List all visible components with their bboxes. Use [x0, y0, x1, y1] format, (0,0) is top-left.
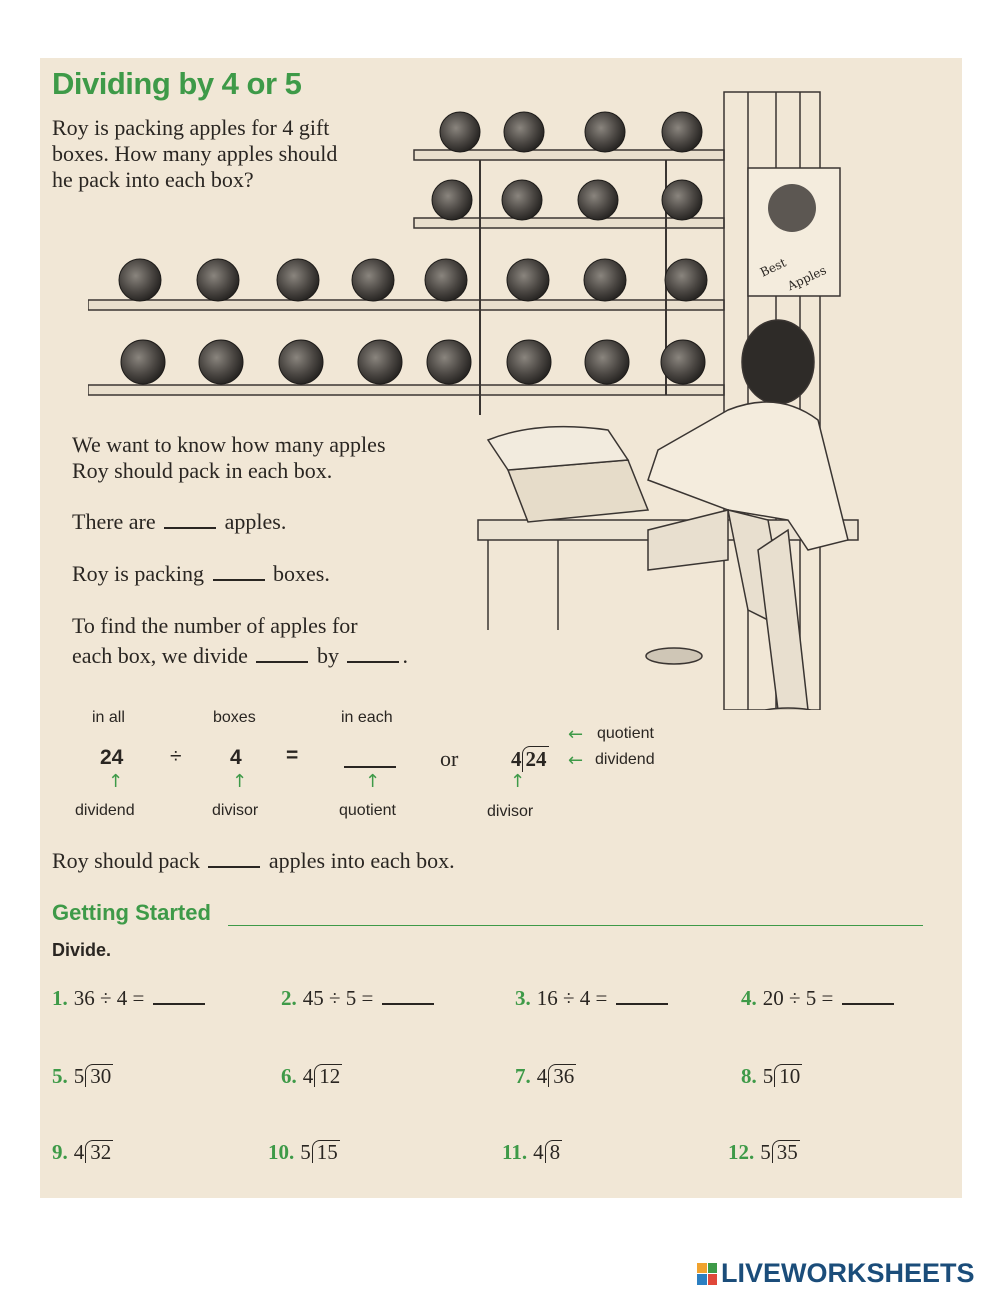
arrow-left-icon-2: ← [568, 750, 584, 771]
answer-blank[interactable] [153, 987, 205, 1005]
ld-divisor: 5 [300, 1140, 311, 1164]
ld-dividend: 32 [85, 1140, 113, 1163]
answer-blank-apples[interactable] [164, 511, 216, 529]
there-are-before: There are [72, 509, 156, 534]
there-are-sentence [72, 508, 286, 535]
problem-expression: 36 ÷ 4 = [73, 986, 145, 1010]
label-divisor: divisor [212, 802, 259, 819]
problem-9 [52, 1140, 113, 1165]
problem-expression: 20 ÷ 5 = [762, 986, 834, 1010]
conclusion-sentence [52, 847, 455, 874]
label-dividend: dividend [75, 802, 135, 819]
problem-11 [502, 1140, 562, 1165]
eq-dividend: 24 [100, 746, 124, 769]
getting-started-heading: Getting Started [52, 900, 211, 925]
ld-dividend: 36 [548, 1064, 576, 1087]
long-division[interactable] [763, 1064, 803, 1089]
ld-dividend: 35 [772, 1140, 800, 1163]
long-division[interactable] [303, 1064, 343, 1089]
problem-number: 7. [515, 1064, 531, 1088]
long-division[interactable] [537, 1064, 577, 1089]
label-dividend-side: dividend [595, 751, 655, 768]
problem-number: 12. [728, 1140, 755, 1164]
long-division[interactable] [760, 1140, 800, 1165]
problem-1 [52, 986, 208, 1011]
want-line-1: We want to know how many apples [72, 432, 386, 457]
page-title: Dividing by 4 or 5 [52, 66, 302, 101]
problem-3 [515, 986, 671, 1011]
answer-blank-quotient[interactable] [344, 766, 396, 768]
eq-divide-sign: ÷ [170, 745, 182, 768]
ld-dividend: 24 [522, 746, 549, 772]
problem-number: 5. [52, 1064, 68, 1088]
problem-number: 3. [515, 986, 531, 1010]
eq-equals: = [286, 744, 299, 767]
ld-divisor: 4 [536, 1064, 548, 1088]
find-line-1: To find the number of apples for [72, 613, 358, 638]
long-division[interactable] [300, 1140, 340, 1165]
conclusion-before: Roy should pack [52, 848, 200, 873]
arrow-up-icon-2: ↑ [232, 771, 248, 792]
eq-or: or [440, 746, 459, 771]
divide-instruction: Divide. [52, 940, 112, 960]
heading-rule [228, 925, 923, 926]
problem-expression: 45 ÷ 5 = [302, 986, 374, 1010]
want-line-2: Roy should pack in each box. [72, 458, 333, 483]
arrow-left-icon: ← [568, 724, 584, 745]
ld-dividend: 10 [774, 1064, 802, 1087]
label-boxes: boxes [213, 709, 256, 726]
problem-number: 2. [281, 986, 297, 1010]
ld-divisor: 4 [511, 747, 522, 771]
answer-blank[interactable] [842, 987, 894, 1005]
find-line2-b: by [316, 643, 339, 668]
long-division[interactable] [533, 1140, 562, 1165]
ld-divisor: 4 [302, 1064, 314, 1088]
problem-number: 10. [268, 1140, 295, 1164]
intro-line-2: boxes. How many apples should [52, 141, 338, 166]
find-line2-c: . [402, 643, 408, 668]
problem-5 [52, 1064, 113, 1089]
label-quotient-side: quotient [597, 725, 654, 742]
problem-number: 11. [502, 1140, 528, 1164]
problem-number: 9. [52, 1140, 68, 1164]
ld-divisor: 4 [73, 1140, 85, 1164]
brand-name: LIVEWORKSHEETS [721, 1258, 975, 1288]
there-are-after: apples. [224, 509, 287, 534]
arrow-up-icon-1: ↑ [108, 771, 124, 792]
problem-number: 1. [52, 986, 68, 1010]
ld-dividend: 12 [314, 1064, 342, 1087]
problem-8 [741, 1064, 802, 1089]
label-in-each: in each [341, 709, 393, 726]
label-in-all: in all [92, 709, 125, 726]
answer-blank-conclusion[interactable] [208, 850, 260, 868]
arrow-up-icon-3: ↑ [365, 771, 381, 792]
intro-line-3: he pack into each box? [52, 167, 254, 192]
ld-divisor: 5 [762, 1064, 774, 1088]
problem-expression: 16 ÷ 4 = [536, 986, 608, 1010]
find-line-2 [72, 642, 408, 669]
ld-divisor: 4 [533, 1140, 544, 1164]
ld-equation [511, 746, 549, 772]
problem-12 [728, 1140, 800, 1165]
packing-after: boxes. [273, 561, 330, 586]
problem-number: 6. [281, 1064, 297, 1088]
problem-number: 4. [741, 986, 757, 1010]
label-divisor-2: divisor [487, 803, 534, 820]
answer-blank[interactable] [616, 987, 668, 1005]
answer-blank-dividend[interactable] [256, 645, 308, 663]
liveworksheets-logo-icon [697, 1263, 717, 1285]
ld-dividend: 30 [85, 1064, 113, 1087]
liveworksheets-footer[interactable] [697, 1258, 975, 1289]
ld-dividend: 15 [312, 1140, 340, 1163]
intro-line-1: Roy is packing apples for 4 gift [52, 115, 330, 140]
ld-divisor: 5 [760, 1140, 771, 1164]
long-division[interactable] [74, 1064, 114, 1089]
ld-dividend: 8 [545, 1140, 563, 1163]
find-line2-a: each box, we divide [72, 643, 248, 668]
arrow-up-icon-4: ↑ [510, 771, 526, 792]
problem-4 [741, 986, 897, 1011]
answer-blank[interactable] [382, 987, 434, 1005]
conclusion-after: apples into each box. [268, 848, 455, 873]
problem-6 [281, 1064, 342, 1089]
problem-number: 8. [741, 1064, 757, 1088]
problem-10 [268, 1140, 340, 1165]
poster-text-2: Apples [785, 263, 829, 294]
problem-2 [281, 986, 437, 1011]
poster-text-1: Best [757, 255, 789, 280]
answer-blank-boxes[interactable] [213, 563, 265, 581]
answer-blank-divisor[interactable] [347, 645, 399, 663]
eq-divisor: 4 [230, 746, 242, 769]
packing-sentence [72, 560, 330, 587]
problem-7 [515, 1064, 576, 1089]
packing-before: Roy is packing [72, 561, 204, 586]
long-division[interactable] [74, 1140, 114, 1165]
ld-divisor: 5 [73, 1064, 85, 1088]
label-quotient: quotient [339, 802, 396, 819]
